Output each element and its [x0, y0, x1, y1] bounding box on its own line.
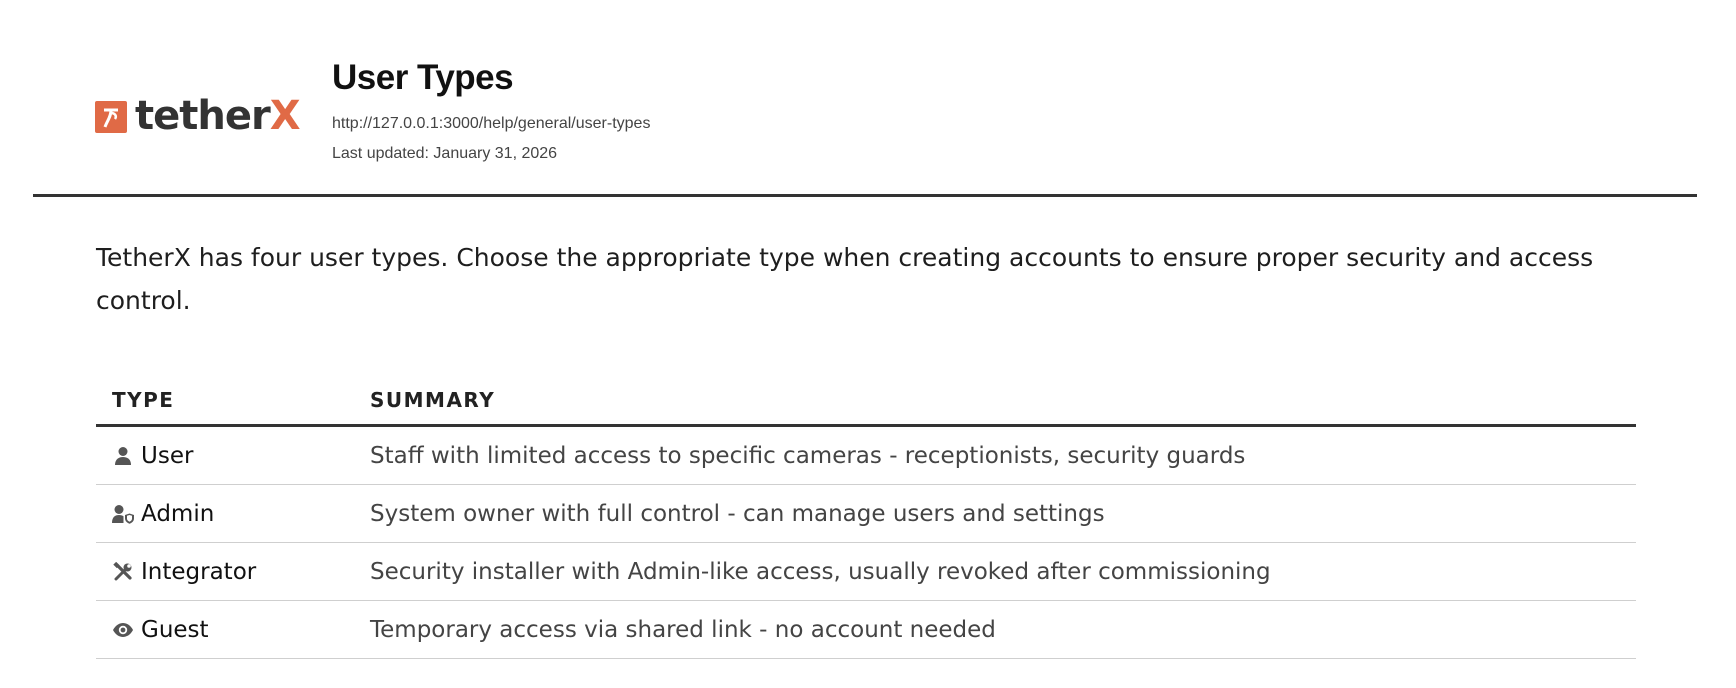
page-header — [0, 0, 1736, 198]
intro-paragraph: TetherX has four user types. Choose the appropriate type when creating accounts to ensure proper security and access control. — [96, 243, 1594, 315]
tools-icon — [112, 561, 134, 583]
page-url: http://127.0.0.1:3000/help/general/user-types — [332, 115, 651, 132]
eye-icon — [112, 619, 134, 641]
type-cell — [96, 601, 354, 659]
summary-cell: Staff with limited access to specific cameras - receptionists, security guards — [354, 426, 1636, 485]
type-label: User — [141, 442, 194, 469]
tetherx-logo — [95, 93, 300, 139]
summary-cell: Temporary access via shared link - no account needed — [354, 601, 1636, 659]
type-cell — [96, 543, 354, 601]
table-row — [96, 426, 1636, 485]
last-updated: Last updated: January 31, 2026 — [332, 145, 558, 162]
person-shield-icon — [112, 503, 134, 525]
table-row — [96, 601, 1636, 659]
header-divider — [33, 194, 1697, 197]
person-icon — [112, 445, 134, 467]
type-label: Integrator — [141, 558, 257, 585]
logo-wordmark: tetherX — [135, 93, 300, 139]
table-header-row — [96, 378, 1636, 426]
column-header-type: TYPE — [96, 378, 354, 426]
type-label: Admin — [141, 500, 215, 527]
type-cell — [96, 426, 354, 485]
type-label: Guest — [141, 616, 209, 643]
summary-cell: System owner with full control - can manage users and settings — [354, 485, 1636, 543]
user-types-table — [96, 378, 1636, 659]
type-cell — [96, 485, 354, 543]
table-row — [96, 485, 1636, 543]
page-title: User Types — [332, 58, 514, 97]
column-header-summary: SUMMARY — [354, 378, 1636, 426]
logo-mark-icon — [95, 101, 127, 133]
table-row — [96, 543, 1636, 601]
summary-cell: Security installer with Admin-like access, usually revoked after commissioning — [354, 543, 1636, 601]
